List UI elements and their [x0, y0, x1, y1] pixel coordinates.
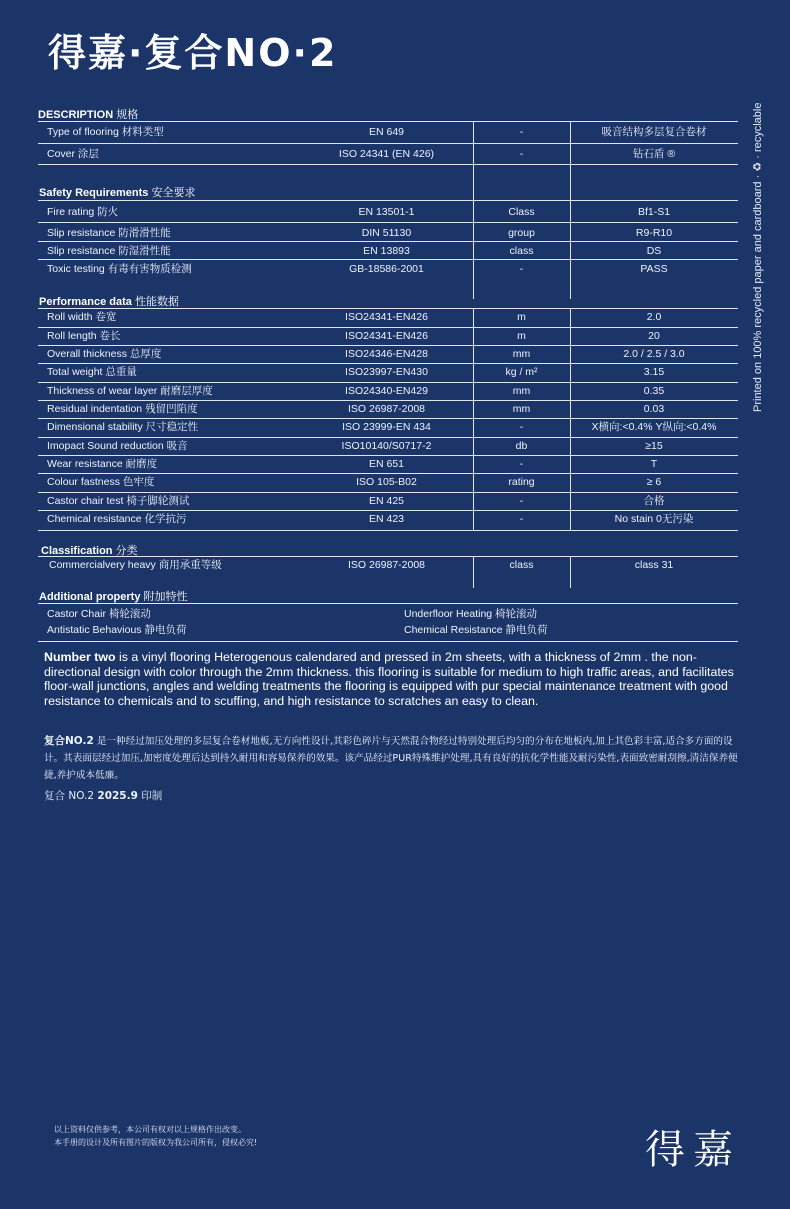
table-cell-unit: - — [519, 513, 524, 525]
table-row — [38, 382, 738, 400]
table-cell-std: EN 425 — [368, 495, 405, 507]
table-cell-std: EN 651 — [368, 458, 405, 470]
page-title: 得嘉·复合NO·2 — [48, 31, 338, 75]
table-cell-unit: mm — [512, 348, 531, 360]
print-info: 复合 NO.2 2025.9 印制 — [44, 790, 163, 802]
section-title-en: Performance data — [39, 296, 132, 308]
table-cell-unit: kg / m² — [505, 366, 538, 378]
table-cell-name: Colour fastness 色牢度 — [47, 476, 155, 488]
brand-logo: 得嘉 — [645, 1127, 741, 1173]
section-title-zh: 分类 — [115, 545, 138, 557]
table-row — [38, 345, 738, 363]
table-row: Cover 涂层 ISO 24341 (EN 426) - 钻石盾 ® — [47, 148, 676, 160]
table-row: Commercialvery heavy 商用承重等级 ISO 26987-2008 class class 31 — [49, 559, 674, 571]
table-cell-value: 20 — [648, 330, 660, 342]
table-cell-unit: m — [517, 330, 526, 342]
section-title-en: Classification — [41, 545, 113, 557]
section-description — [38, 106, 138, 122]
additional-item: Chemical Resistance 静电负荷 — [404, 624, 548, 636]
table-cell-std: ISO24341-EN426 — [345, 330, 428, 342]
table-cell-name: Dimensional stability 尺寸稳定性 — [47, 421, 199, 433]
table-cell-unit: - — [519, 458, 524, 470]
table-cell-unit: mm — [512, 403, 531, 415]
table-row: Type of flooring 材料类型 EN 649 - 吸音结构多层复合卷材 — [47, 126, 707, 138]
table-cell-std: ISO 105-B02 — [356, 476, 417, 488]
table-cell-value: ≥15 — [645, 440, 663, 452]
table-cell-name: Total weight 总重量 — [47, 366, 137, 378]
table-cell-value: T — [650, 458, 658, 470]
table-row — [38, 363, 738, 381]
table-cell-unit: - — [519, 495, 524, 507]
section-title-zh: 安全要求 — [151, 187, 196, 199]
table-cell-value: X横向:<0.4% Y纵向:<0.4% — [591, 421, 717, 433]
table-cell-unit: rating — [508, 476, 535, 488]
footer-note: 以上资料仅供参考，本公司有权对以上规格作出改变。 本手册的设计及所有图片的版权为我公司所有，侵权必究! — [54, 1125, 258, 1147]
section-title-zh: 性能数据 — [135, 296, 179, 308]
table-cell-value: 0.03 — [643, 403, 665, 415]
table-cell-std: EN 423 — [368, 513, 405, 525]
section-performance — [39, 293, 179, 309]
table-row: Fire rating 防火 EN 13501-1 Class Bf1-S1 — [47, 206, 671, 218]
table-cell-name: Residual indentation 残留凹陷度 — [47, 403, 198, 415]
table-row — [38, 437, 738, 455]
table-row — [38, 400, 738, 418]
description-english: Number two is a vinyl flooring Heterogenous calendared and pressed in 2m sheets, with a thickness of 2mm . the non-directional design with color through the 2mm thickness. this flooring is suitable for medium to high traffic areas, and facilitates floor-wall junctions, angles and welding treatments the flooring is equipped with pur special maintenance treatment with good resistance to chemicals and to scuffing, and high resistance to scratches an easy to clean. — [44, 650, 734, 708]
table-cell-std: ISO24341-EN426 — [345, 311, 428, 323]
table-row: Slip resistance 防滑滑性能 DIN 51130 group R9-R10 — [47, 227, 673, 239]
table-cell-name: Wear resistance 耐磨度 — [47, 458, 158, 470]
table-cell-std: ISO24340-EN429 — [345, 385, 428, 397]
description-chinese: 复合NO.2 是一种经过加压处理的多层复合卷材地板,无方向性设计,其彩色碎片与天然混合物经过特别处理后均匀的分布在地板内,加上其色彩丰富,适合多方面的设计。其表面层经过加压,加密度处理后达到持久耐用和容易保养的效果。该产品经过PUR特殊维护处理,具有良好的抗化学性能及耐污染性,表面致密耐刮擦,清洁保养便捷,养护成本低廉。 — [44, 735, 738, 781]
table-cell-name: Imopact Sound reduction 吸音 — [47, 440, 188, 452]
table-cell-value: 2.0 — [646, 311, 662, 323]
table-cell-value: 2.0 / 2.5 / 3.0 — [623, 348, 685, 360]
table-cell-name: Chemical resistance 化学抗污 — [47, 513, 187, 525]
table-cell-std: ISO24346-EN428 — [345, 348, 428, 360]
table-row — [38, 455, 738, 473]
table-cell-value: 3.15 — [643, 366, 665, 378]
table-row: Toxic testing 有毒有害物质检测 GB-18586-2001 - PASS — [47, 263, 668, 275]
table-cell-name: Roll width 卷宽 — [47, 311, 117, 323]
section-safety — [39, 184, 196, 200]
table-row — [38, 492, 738, 510]
table-row — [38, 510, 738, 528]
table-cell-name: Castor chair test 椅子脚轮测试 — [47, 495, 190, 507]
table-cell-unit: db — [515, 440, 528, 452]
table-row — [38, 473, 738, 491]
section-title-zh: 规格 — [116, 109, 139, 121]
table-cell-unit: m — [517, 311, 526, 323]
additional-item: Antistatic Behavious 静电负荷 — [47, 624, 187, 636]
recycled-note: Printed on 100% recycled paper and cardboard · ♻ · recyclable — [752, 102, 764, 412]
section-title-en: Safety Requirements — [39, 187, 149, 199]
table-cell-unit: - — [519, 421, 524, 433]
table-row — [38, 327, 738, 345]
table-row — [38, 308, 738, 326]
table-cell-std: ISO 26987-2008 — [347, 403, 426, 415]
table-cell-unit: mm — [512, 385, 531, 397]
table-cell-value: 0.35 — [643, 385, 665, 397]
section-title-zh: 附加特性 — [143, 591, 188, 603]
table-cell-name: Overall thickness 总厚度 — [47, 348, 162, 360]
table-cell-std: ISO10140/S0717-2 — [341, 440, 432, 452]
table-cell-value: 合格 — [643, 495, 665, 507]
table-cell-value: ≥ 6 — [646, 476, 662, 488]
section-additional — [39, 588, 188, 604]
table-cell-std: ISO23997-EN430 — [345, 366, 428, 378]
table-cell-value: No stain 0无污染 — [614, 513, 694, 525]
table-cell-name: Thickness of wear layer 耐磨层厚度 — [47, 385, 213, 397]
table-cell-name: Roll length 卷长 — [47, 330, 121, 342]
table-row: Slip resistance 防湿滑性能 EN 13893 class DS — [47, 245, 662, 257]
additional-item: Castor Chair 椅轮滚动 — [47, 608, 151, 620]
section-title-en: DESCRIPTION — [38, 109, 114, 121]
table-row — [38, 418, 738, 436]
table-cell-std: ISO 23999-EN 434 — [342, 421, 431, 433]
additional-item: Underfloor Heating 椅轮滚动 — [404, 608, 538, 620]
section-title-en: Additional property — [39, 591, 141, 603]
